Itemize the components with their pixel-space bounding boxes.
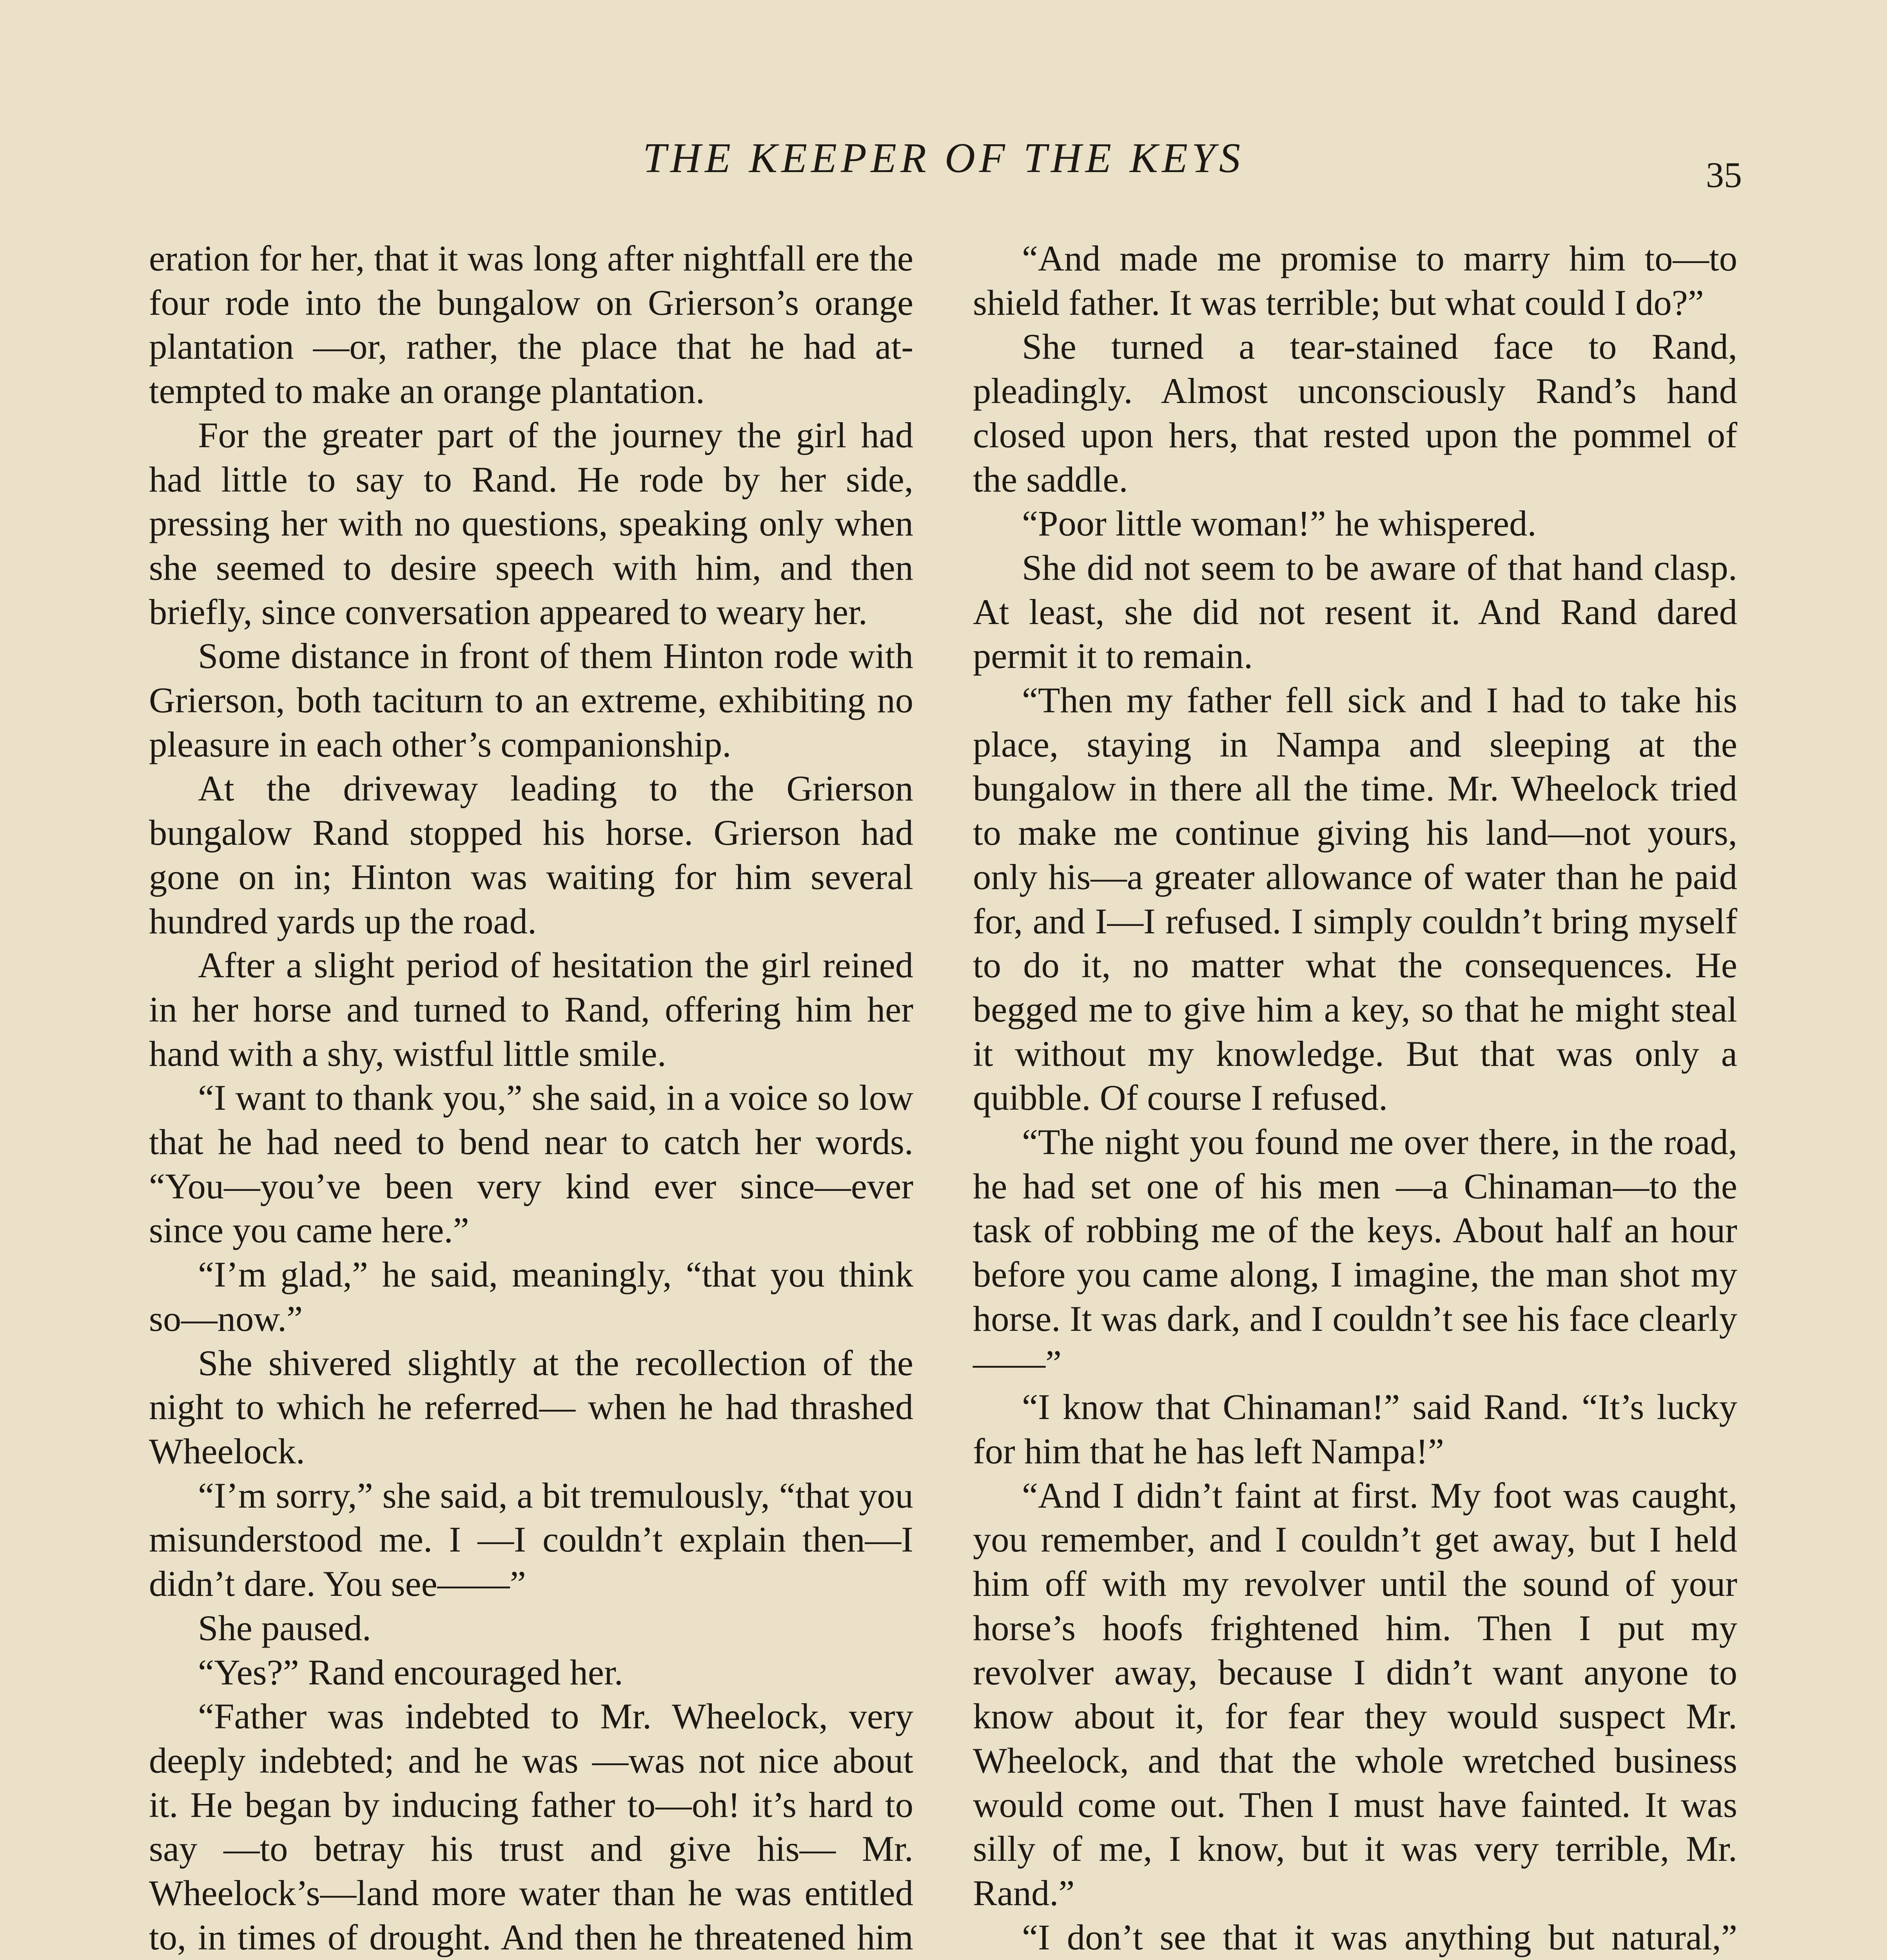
left-column (149, 237, 913, 1960)
paragraph: She turned a tear-stained face to Rand, pleadingly. Almost unconsciously Rand’s hand closed upon hers, that rested upon the pommel of the saddle. (973, 327, 1737, 500)
paragraph: After a slight period of hesitation the girl reined in her horse and turned to Rand, offering him her hand with a shy, wistful little smile. (149, 946, 913, 1074)
paragraph: “And I didn’t faint at first. My foot was caught, you remember, and I couldn’t get away, but I held him off with my revolver until the sound of your horse’s hoofs frightened him. Then I put my revolver away, because I didn’t want anyone to know about it, for fear they would suspect Mr. Wheelock, and that the whole wretched business would come out. Then I must have fainted. It was silly of me, I know, but it was very terrible, Mr. Rand.” (973, 1475, 1737, 1914)
paragraph: She did not seem to be aware of that hand clasp. At least, she did not resent it. And Rand dared permit it to remain. (973, 548, 1737, 677)
paragraph: “Then my father fell sick and I had to take his place, staying in Nampa and sleeping at the bungalow in there all the time. Mr. Wheelock tried to make me continue giving his land—not yours, only his—a greater allowance of water than he paid for, and I—I refused. I simply couldn’t bring myself to do it, no matter what the consequences. He begged me to give him a key, so that he might steal it without my knowledge. But that was only a quibble. Of course I refused. (973, 681, 1737, 1118)
paragraph: She shivered slightly at the recollection of the night to which he referred— when he had thrashed Wheelock. (149, 1343, 913, 1472)
paragraph: eration for her, that it was long after nightfall ere the four rode into the bungalow on Grierson’s orange plantation —or, rather, the place that he had attempted to make an orange plantation. (149, 239, 913, 412)
paragraph: “I know that Chinaman!” said Rand. “It’s lucky for him that he has left Nampa!” (973, 1387, 1737, 1472)
paragraph: “I want to thank you,” she said, in a voice so low that he had need to bend near to catch her words. “You—you’ve been very kind ever since—ever since you came here.” (149, 1078, 913, 1251)
paragraph: Some distance in front of them Hinton rode with Grierson, both taciturn to an extreme, exhibiting no pleasure in each other’s companionship. (149, 636, 913, 765)
paragraph: She paused. (198, 1608, 371, 1648)
paragraph: “Yes?” Rand encouraged her. (198, 1652, 623, 1693)
paragraph: “I’m sorry,” she said, a bit tremulously, “that you misunderstood me. I —I couldn’t explain then—I didn’t dare. You see——” (149, 1475, 913, 1604)
paragraph: “And made me promise to marry him to—to shield father. It was terrible; but what could I do?” (973, 239, 1737, 323)
page-number: 35 (1706, 155, 1742, 195)
paragraph: At the driveway leading to the Grierson bungalow Rand stopped his horse. Grierson had gone on in; Hinton was waiting for him several hundred yards up the road. (149, 769, 913, 942)
page-header-title: THE KEEPER OF THE KEYS (643, 135, 1244, 181)
paragraph: “Poor little woman!” he whispered. (1022, 504, 1537, 544)
paragraph: “I don’t see that it was anything but natural,” (1022, 1917, 1737, 1958)
right-column (973, 237, 1737, 1960)
paragraph: “I’m glad,” he said, meaningly, “that you think so—now.” (149, 1255, 913, 1339)
paragraph: “The night you found me over there, in the road, he had set one of his men —a Chinaman—to the task of robbing me of the keys. About half an hour before you came along, I imagine, the man shot my horse. It was dark, and I couldn’t see his face clearly——” (973, 1122, 1737, 1383)
paragraph: For the greater part of the journey the girl had had little to say to Rand. He rode by her side, pressing her with no questions, speaking only when she seemed to desire speech with him, and then briefly, since conversation appeared to weary her. (149, 415, 913, 632)
paragraph: “Father was indebted to Mr. Wheelock, very deeply indebted; and he was —was not nice about it. He began by inducing father to—oh! it’s hard to say —to betray his trust and give his— Mr. Wheelock’s—land more water than he was entitled to, in times of drought. And then he threatened him (149, 1697, 913, 1958)
